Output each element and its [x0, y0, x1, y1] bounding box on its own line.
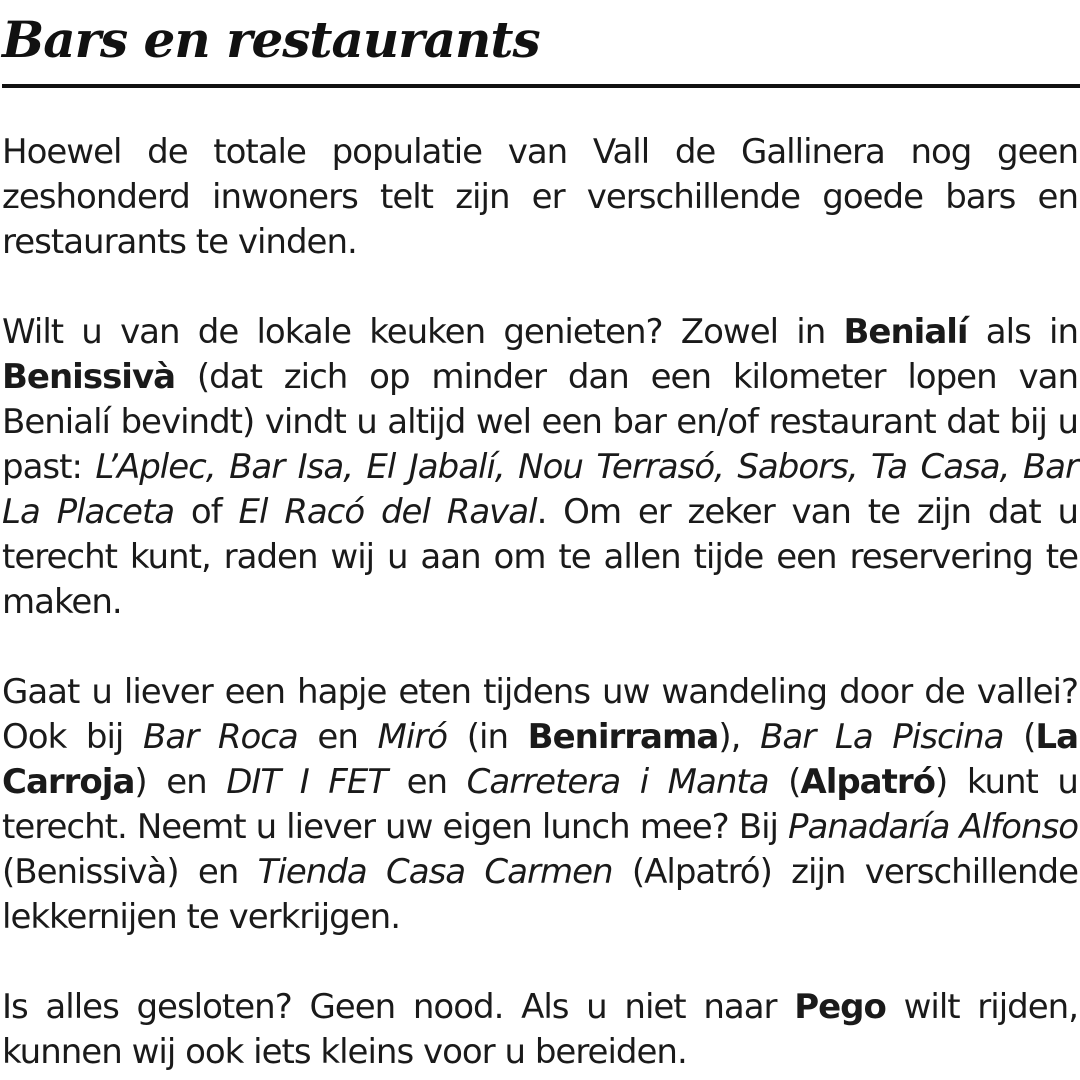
- venue-bar-la-piscina: Bar La Piscina: [760, 717, 1004, 757]
- venue-panadaria-alfonso: Panadaría Alfonso: [788, 807, 1079, 847]
- text-segment: Wilt u van de lokale keuken genieten? Zowel in: [2, 312, 844, 352]
- place-beniali: Benialí: [843, 312, 968, 352]
- text-segment: Is alles gesloten? Geen nood. Als u niet naar: [2, 987, 795, 1027]
- paragraph-intro-text: Hoewel de totale populatie van Vall de Gallinera nog geen zeshonderd inwoners telt zijn er verschillende goede bars en restaurants te vinden.: [2, 132, 1078, 262]
- place-alpatro: Alpatró: [800, 762, 936, 802]
- text-segment: wilt rijden, kunnen wij ook iets kleins voor u bereiden.: [2, 987, 1079, 1072]
- venue-el-raco-del-raval: El Racó del Raval: [238, 492, 537, 532]
- text-segment: of: [174, 492, 239, 532]
- article-body: [2, 130, 1078, 1075]
- venue-tienda-casa-carmen: Tienda Casa Carmen: [257, 852, 613, 892]
- place-la-carroja: La Carroja: [2, 717, 1079, 802]
- text-segment: (dat zich op minder dan een kilometer lopen van Benialí bevindt) vindt u altijd wel een bar en/of restaurant dat bij u past:: [2, 357, 1078, 487]
- text-segment: ) en: [134, 762, 227, 802]
- text-segment: ),: [718, 717, 761, 757]
- venue-miro: Miró: [377, 717, 448, 757]
- venue-carretera-i-manta: Carretera i Manta: [466, 762, 769, 802]
- venue-list: L’Aplec, Bar Isa, El Jabalí, Nou Terrasó, Sabors, Ta Casa, Bar La Placeta: [2, 447, 1078, 532]
- paragraph-local-cuisine: [2, 310, 1078, 625]
- place-benirrama: Benirrama: [527, 717, 719, 757]
- text-segment: en: [297, 717, 378, 757]
- venue-bar-roca: Bar Roca: [143, 717, 298, 757]
- text-segment: (: [1003, 717, 1036, 757]
- text-segment: als in: [967, 312, 1078, 352]
- paragraph-closed: [2, 985, 1078, 1075]
- venue-dit-i-fet: DIT I FET: [226, 762, 388, 802]
- text-segment: (: [768, 762, 801, 802]
- text-segment: . Om er zeker van te zijn dat u terecht kunt, raden wij u aan om te allen tijde een reservering te maken.: [2, 492, 1078, 622]
- title-divider: [2, 84, 1080, 88]
- text-segment: Gaat u liever een hapje eten tijdens uw wandeling door de vallei? Ook bij: [2, 672, 1078, 757]
- text-segment: en: [387, 762, 467, 802]
- place-pego: Pego: [794, 987, 886, 1027]
- text-segment: (in: [447, 717, 528, 757]
- text-segment: ) kunt u terecht. Neemt u liever uw eigen lunch mee? Bij: [2, 762, 1078, 847]
- page-title: Bars en restaurants: [2, 10, 540, 69]
- paragraph-walking-lunch: [2, 670, 1078, 940]
- place-benissiva: Benissivà: [2, 357, 176, 397]
- text-segment: (Alpatró) zijn verschillende lekkernijen te verkrijgen.: [2, 852, 1079, 937]
- text-segment: (Benissivà) en: [2, 852, 258, 892]
- paragraph-intro: [2, 130, 1078, 265]
